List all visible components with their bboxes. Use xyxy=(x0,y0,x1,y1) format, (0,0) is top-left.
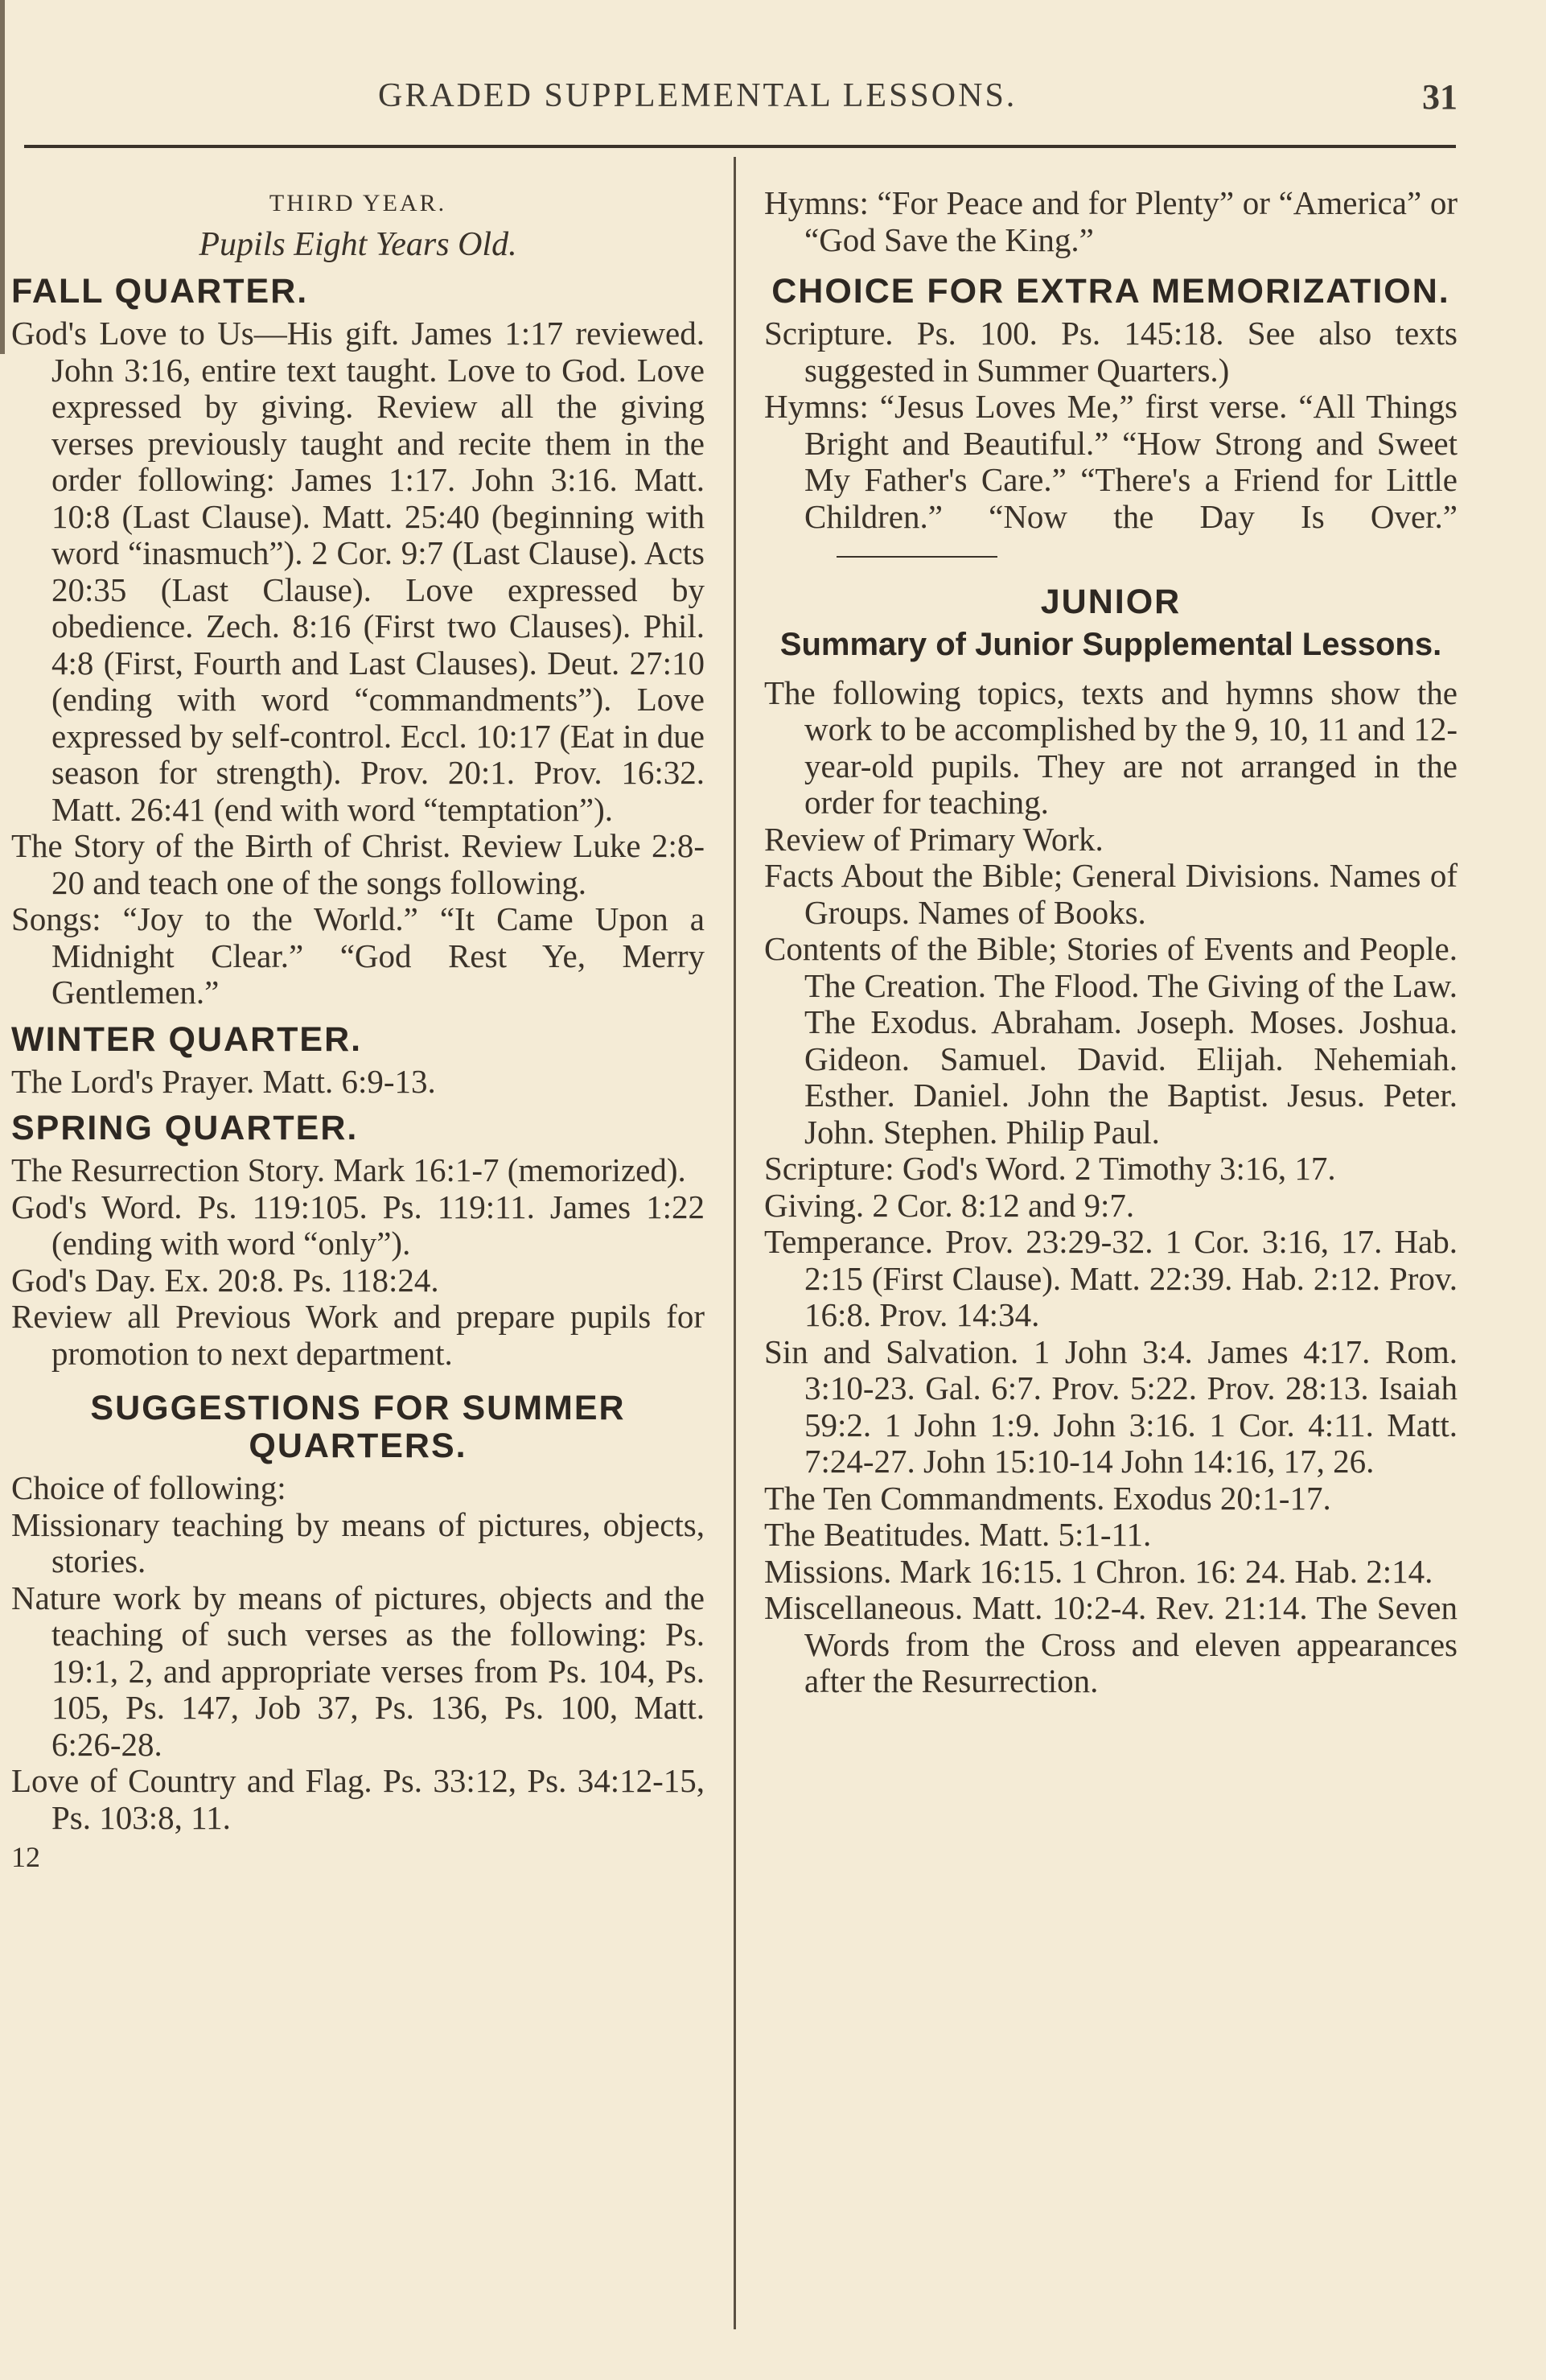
year-label: THIRD YEAR. xyxy=(269,190,447,216)
fall-paragraph: Songs: “Joy to the World.” “It Came Upon a Midnight Clear.” “God Rest Ye, Merry Gentlemen.” xyxy=(11,900,705,1011)
folio-mark: 12 xyxy=(11,1841,40,1873)
fall-paragraph: God's Love to Us—His gift. James 1:17 reviewed. John 3:16, entire text taught. Love to God. Love expressed by giving. Review all the giving verses previously taught and recite them in the order following: James 1:17. John 3:16. Matt. 10:8 (Last Clause). Matt. 25:40 (beginning with word “inasmuch”). 2 Cor. 9:7 (Last Clause). Acts 20:35 (Last Clause). Love expressed by obedience. Zech. 8:16 (First two Clauses). Phil. 4:8 (First, Fourth and Last Clauses). Deut. 27:10 (ending with word “commandments”). Love expressed by self-control. Eccl. 10:17 (Eat in due season for strength). Prov. 20:1. Prov. 16:32. Matt. 26:41 (end with word “temptation”). xyxy=(11,315,705,828)
junior-paragraph: Scripture: God's Word. 2 Timothy 3:16, 17. xyxy=(764,1150,1336,1187)
summer-heading-line: QUARTERS. xyxy=(249,1427,467,1465)
junior-paragraph: The Beatitudes. Matt. 5:1-11. xyxy=(764,1516,1152,1553)
junior-paragraph: Contents of the Bible; Stories of Events and People. The Creation. The Flood. The Giving of the Law. The Exodus. Abraham. Joseph. Moses. Joshua. Gideon. Samuel. David. Elijah. Nehemiah. Esther. Daniel. John the Baptist. Jesus. Peter. John. Stephen. Philip Paul. xyxy=(764,930,1458,1151)
spring-paragraph: Review all Previous Work and prepare pupils for promotion to next department. xyxy=(11,1298,705,1372)
summer-paragraph: Missionary teaching by means of pictures, objects, stories. xyxy=(11,1505,705,1579)
page-number: 31 xyxy=(1422,77,1458,117)
summer-paragraph: Nature work by means of pictures, objects and the teaching of such verses as the following: Ps. 19:1, 2, and appropriate verses from Ps. 104, Ps. 105, Ps. 147, Job 37, Ps. 136, Ps. 100, Matt. 6:26-28. xyxy=(11,1579,705,1763)
junior-paragraph: Sin and Salvation. 1 John 3:4. James 4:17. Rom. 3:10-23. Gal. 6:7. Prov. 5:22. Prov. 28:13. Isaiah 59:2. 1 John 1:9. John 3:16. 1 Cor. 4:11. Matt. 7:24-27. John 15:10-14 John 14:16, 17, 26. xyxy=(764,1332,1458,1480)
fall-paragraph: The Story of the Birth of Christ. Review Luke 2:8-20 and teach one of the songs following. xyxy=(11,827,705,901)
fall-quarter-heading: FALL QUARTER. xyxy=(11,272,309,311)
junior-paragraph: The Ten Commandments. Exodus 20:1-17. xyxy=(764,1479,1331,1517)
spring-quarter-heading: SPRING QUARTER. xyxy=(11,1109,359,1147)
spring-paragraph: God's Day. Ex. 20:8. Ps. 118:24. xyxy=(11,1261,439,1299)
header-rule xyxy=(24,145,1456,148)
junior-paragraph: Giving. 2 Cor. 8:12 and 9:7. xyxy=(764,1186,1135,1224)
junior-paragraph: Facts About the Bible; General Divisions. Names of Groups. Names of Books. xyxy=(764,857,1458,931)
extra-hymns-text: Hymns: “Jesus Loves Me,” first verse. “All Things Bright and Beautiful.” “How Strong and Sweet My Father's Care.” “There's a Friend for Little Children.” “Now the Day Is Over.” xyxy=(764,388,1458,535)
spring-paragraph: The Resurrection Story. Mark 16:1-7 (memorized). xyxy=(11,1151,686,1188)
winter-paragraph: The Lord's Prayer. Matt. 6:9-13. xyxy=(11,1062,436,1100)
junior-paragraph: Temperance. Prov. 23:29-32. 1 Cor. 3:16, 17. Hab. 2:15 (First Clause). Matt. 22:39. Hab. 2:12. Prov. 16:8. Prov. 14:34. xyxy=(764,1223,1458,1333)
winter-quarter-heading: WINTER QUARTER. xyxy=(11,1019,363,1059)
summer-heading-line: SUGGESTIONS FOR SUMMER xyxy=(90,1389,626,1427)
extra-memorization-heading: CHOICE FOR EXTRA MEMORIZATION. xyxy=(771,272,1450,311)
summary-heading: Summary of Junior Supplemental Lessons. xyxy=(779,626,1442,662)
summer-paragraph: Choice of following: xyxy=(11,1469,286,1506)
age-label: Pupils Eight Years Old. xyxy=(199,225,517,263)
summer-paragraph: Love of Country and Flag. Ps. 33:12, Ps. 34:12-15, Ps. 103:8, 11. xyxy=(11,1762,705,1836)
column-divider xyxy=(734,157,736,2329)
spring-paragraph: God's Word. Ps. 119:105. Ps. 119:11. James 1:22 (ending with word “only”). xyxy=(11,1188,705,1262)
running-header xyxy=(0,76,1546,133)
junior-paragraph: Miscellaneous. Matt. 10:2-4. Rev. 21:14. The Seven Words from the Cross and eleven appearances after the Resurrection. xyxy=(764,1589,1458,1699)
junior-paragraph: Missions. Mark 16:15. 1 Chron. 16: 24. Hab. 2:14. xyxy=(764,1552,1433,1590)
hymns-paragraph: Hymns: “For Peace and for Plenty” or “America” or “God Save the King.” xyxy=(764,184,1458,258)
left-column xyxy=(11,185,705,1876)
right-column xyxy=(764,185,1458,1700)
junior-paragraph: Review of Primary Work. xyxy=(764,820,1104,858)
section-separator xyxy=(837,556,997,558)
extra-paragraph xyxy=(764,389,1458,572)
page-edge-shadow xyxy=(0,0,5,354)
junior-heading: JUNIOR xyxy=(1040,582,1182,621)
junior-paragraph: The following topics, texts and hymns show the work to be accomplished by the 9, 10, 11 and 12-year-old pupils. They are not arranged in the order for teaching. xyxy=(764,673,1458,821)
summer-heading xyxy=(11,1390,705,1465)
extra-paragraph: Scripture. Ps. 100. Ps. 145:18. See also texts suggested in Summer Quarters.) xyxy=(764,315,1458,389)
running-title: GRADED SUPPLEMENTAL LESSONS. xyxy=(378,77,1018,114)
